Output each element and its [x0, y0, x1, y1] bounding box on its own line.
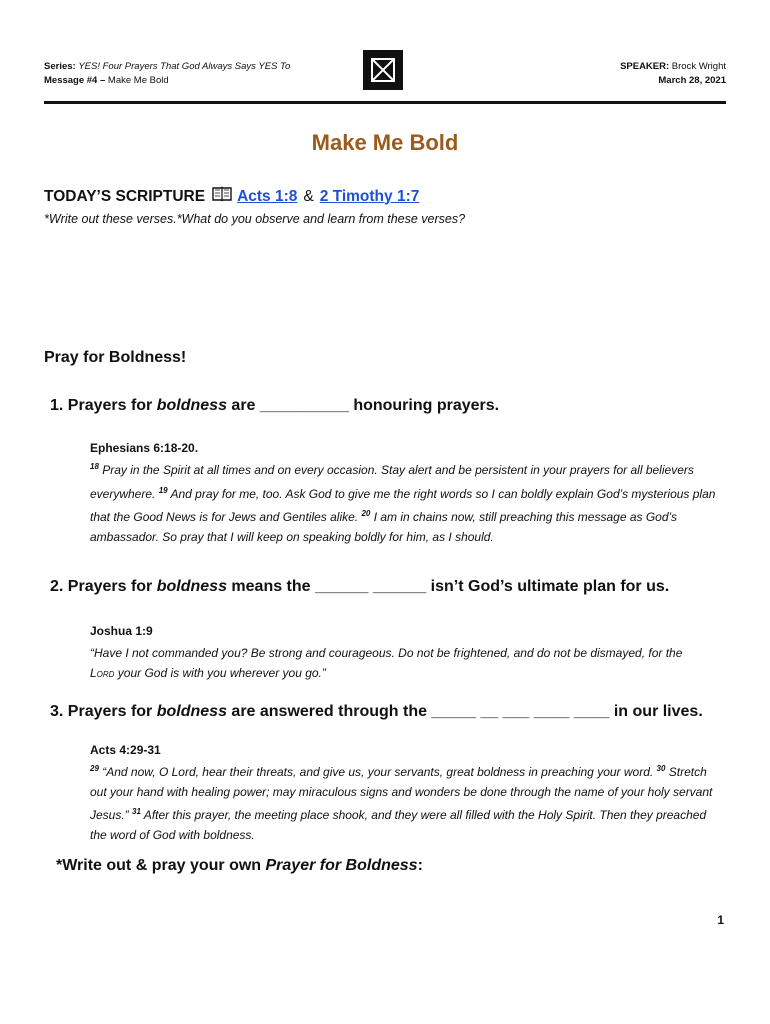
message-label: Message #4 –: [44, 75, 106, 86]
point-2-verse: [90, 644, 690, 683]
point-2-pre: 2. Prayers for: [50, 578, 157, 595]
page-title: Make Me Bold: [311, 130, 459, 155]
point-1-verse: [90, 457, 720, 547]
verse-text: your God is with you wherever you go.”: [114, 665, 326, 680]
verse-text: Pray in the Spirit at all times and on every occasion. Stay alert and be persistent in your prayers for all believers everywhere.: [90, 463, 694, 501]
2-timothy-1-7-link[interactable]: 2 Timothy 1:7: [319, 187, 420, 205]
series-value: YES! Four Prayers That God Always Says YES To: [78, 61, 291, 72]
speaker-value: Brock Wright: [671, 61, 726, 72]
speaker-label: SPEAKER:: [620, 61, 670, 72]
scripture-label: TODAY’S SCRIPTURE: [44, 187, 206, 205]
verse-text: Stretch out your hand with healing power; may miraculous signs and wonders be done through the name of your holy servant Jesus.”: [90, 765, 713, 822]
verse-text: I am in chains now, still preaching this message as God’s ambassador. So pray that I will keep on speaking boldly for him, as I should.: [90, 510, 677, 544]
header-left: [44, 60, 290, 88]
prayer-prompt-post: :: [417, 857, 423, 874]
point-3-pre: 3. Prayers for: [50, 703, 157, 720]
point-2-reference: Joshua 1:9: [90, 624, 153, 638]
point-2-emphasis: boldness: [156, 578, 227, 595]
open-book-icon: [211, 185, 233, 208]
acts-1-8-link[interactable]: Acts 1:8: [237, 187, 298, 205]
date: March 28, 2021: [658, 75, 726, 86]
pray-heading: Pray for Boldness!: [44, 349, 187, 366]
verse-number: 20: [361, 509, 371, 518]
point-3-reference: Acts 4:29-31: [90, 743, 161, 757]
scripture-instruction: *Write out these verses.*What do you observe and learn from these verses?: [44, 212, 466, 226]
verse-text: “And now, O Lord, hear their threats, and give us, your servants, great boldness in preaching your word.: [98, 765, 657, 779]
speaker-line: [620, 60, 726, 74]
church-logo-icon: [363, 50, 403, 90]
prayer-prompt-pre: *Write out & pray your own: [56, 857, 266, 874]
point-2-post: means the ______ ______ isn’t God’s ultimate plan for us.: [226, 578, 670, 595]
verse-number: 31: [132, 807, 141, 816]
point-1-post: are __________ honouring prayers.: [226, 397, 500, 414]
verse-text: After this prayer, the meeting place shook, and they were all filled with the Holy Spirit. Then they preached the word of God with boldness.: [90, 808, 707, 842]
point-2: [50, 578, 669, 596]
verse-number: 19: [158, 485, 168, 495]
verse-text: “Have I not commanded you? Be strong and courageous. Do not be frightened, and do not be dismayed, for the: [90, 646, 683, 660]
series-label: Series:: [44, 61, 76, 72]
message-line: [44, 74, 290, 88]
header-divider: [44, 101, 726, 104]
message-value: Make Me Bold: [107, 75, 169, 86]
point-1-pre: 1. Prayers for: [50, 397, 157, 414]
verse-number: 29: [90, 764, 99, 773]
ampersand: &: [303, 187, 314, 205]
prayer-prompt: [56, 857, 423, 875]
scripture-line: [44, 185, 419, 208]
point-3: [50, 703, 703, 721]
point-1: [50, 397, 499, 415]
verse-text: And pray for me, too. Ask God to give me the right words so I can boldly explain God’s mysterious plan that the Good News is for Jews and Gentiles alike.: [90, 486, 716, 524]
page-number: 1: [717, 913, 724, 927]
verse-number: 30: [656, 764, 666, 773]
series-line: [44, 60, 290, 74]
point-3-emphasis: boldness: [156, 703, 227, 720]
header-right: [620, 60, 726, 88]
point-1-reference: Ephesians 6:18-20.: [90, 441, 199, 455]
point-3-verse: [90, 759, 720, 845]
point-3-post: are answered through the _____ __ ___ ____ ____ in our lives.: [226, 703, 703, 720]
prayer-prompt-emphasis: Prayer for Boldness: [265, 857, 418, 874]
verse-number: 18: [90, 462, 99, 471]
lord-small-caps: Lord: [90, 665, 115, 680]
point-1-emphasis: boldness: [156, 397, 227, 414]
